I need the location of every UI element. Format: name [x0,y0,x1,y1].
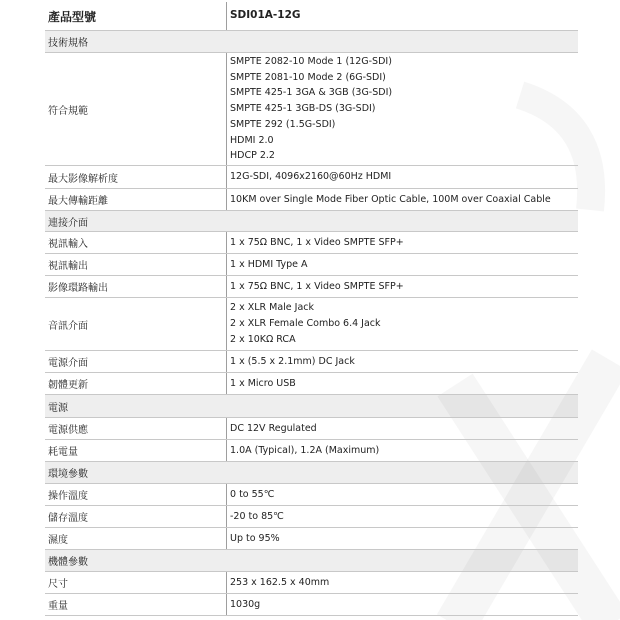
value-line: -20 to 85℃ [230,510,284,522]
value-line: SMPTE 2082-10 Mode 1 (12G-SDI) [230,55,392,67]
spec-value-cell [226,572,578,593]
value-line: Up to 95% [230,532,280,544]
spec-label: 符合規範 [48,105,88,117]
section-connectivity [45,211,578,232]
spec-row-dimensions [45,572,578,594]
spec-value-cell [226,53,578,165]
spec-value-cell [226,276,578,297]
spec-value-cell [226,440,578,461]
spec-row-weight [45,594,578,616]
value-line: 1 x HDMI Type A [230,258,308,270]
spec-row-operating-temp [45,484,578,506]
value-line: 253 x 162.5 x 40mm [230,576,330,588]
spec-label: 視訊輸出 [48,261,88,272]
value-line: SMPTE 425-1 3GA & 3GB (3G-SDI) [230,87,393,99]
spec-value-cell [226,528,578,549]
spec-row-firmware-update [45,373,578,395]
model-value-cell [226,2,578,30]
spec-row-power-supply [45,418,578,440]
spec-row-video-input [45,232,578,254]
value-line: HDMI 2.0 [230,134,274,146]
spec-row-video-output [45,254,578,276]
spec-value-cell [226,484,578,505]
value-line: 10KM over Single Mode Fiber Optic Cable, 100M over Coaxial Cable [230,193,551,205]
section-title: 電源 [48,402,68,414]
spec-row-loop-output [45,276,578,298]
section-title: 連接介面 [48,217,88,229]
value-line: 0 to 55℃ [230,488,275,500]
spec-label: 最大影像解析度 [48,173,118,185]
spec-row-storage-temp [45,506,578,528]
value-line: SMPTE 292 (1.5G-SDI) [230,118,336,130]
section-technical-specs [45,31,578,53]
spec-label: 儲存溫度 [48,513,88,524]
spec-table [45,2,578,616]
spec-row-power-consumption [45,440,578,462]
spec-label: 操作溫度 [48,491,88,502]
model-label: 產品型號 [48,9,97,24]
value-line: DC 12V Regulated [230,422,317,434]
spec-label: 音訊介面 [48,320,88,332]
spec-row-max-resolution [45,166,578,189]
value-line: 1 x 75Ω BNC, 1 x Video SMPTE SFP+ [230,280,404,292]
spec-value-cell [226,418,578,439]
section-title: 機體參數 [48,557,88,568]
section-title: 技術規格 [48,38,88,49]
value-line: SMPTE 2081-10 Mode 2 (6G-SDI) [230,71,386,83]
spec-value-cell [226,594,578,615]
value-line: SMPTE 425-1 3GB-DS (3G-SDI) [230,103,376,115]
spec-label: 電源供應 [48,425,88,436]
value-line: HDCP 2.2 [230,150,275,162]
spec-row-max-distance [45,189,578,211]
value-line: 2 x XLR Male Jack [230,302,314,314]
spec-value-cell [226,506,578,527]
spec-label: 重量 [48,601,68,612]
spec-label: 最大傳輸距離 [48,196,108,207]
section-title: 環境參數 [48,469,88,480]
spec-label: 韌體更新 [48,380,88,391]
spec-value-cell [226,166,578,188]
spec-value-cell [226,373,578,394]
value-line: 1 x Micro USB [230,377,296,389]
value-line: 1.0A (Typical), 1.2A (Maximum) [230,444,380,456]
spec-value-cell [226,298,578,350]
spec-label: 視訊輸入 [48,239,88,250]
spec-row-humidity [45,528,578,550]
section-power [45,395,578,418]
spec-value-cell [226,189,578,210]
value-line: 1030g [230,598,261,610]
model-value: SDI01A-12G [230,9,301,22]
value-line: 12G-SDI, 4096x2160@60Hz HDMI [230,171,392,183]
value-line: 1 x (5.5 x 2.1mm) DC Jack [230,355,355,367]
value-line: 1 x 75Ω BNC, 1 x Video SMPTE SFP+ [230,236,404,248]
section-environment [45,462,578,484]
spec-row-audio-interface [45,298,578,351]
spec-value-cell [226,254,578,275]
value-line: 2 x 10KΩ RCA [230,333,296,345]
spec-label: 電源介面 [48,358,88,369]
spec-value-cell [226,351,578,372]
section-physical [45,550,578,572]
spec-label: 耗電量 [48,447,78,458]
spec-label: 影像環路輸出 [48,283,108,294]
spec-label: 濕度 [48,535,68,546]
spec-value-cell [226,232,578,253]
spec-row-power-interface [45,351,578,373]
model-row [45,2,578,31]
value-line: 2 x XLR Female Combo 6.4 Jack [230,318,381,330]
spec-row-standards [45,53,578,166]
spec-label: 尺寸 [48,579,68,590]
